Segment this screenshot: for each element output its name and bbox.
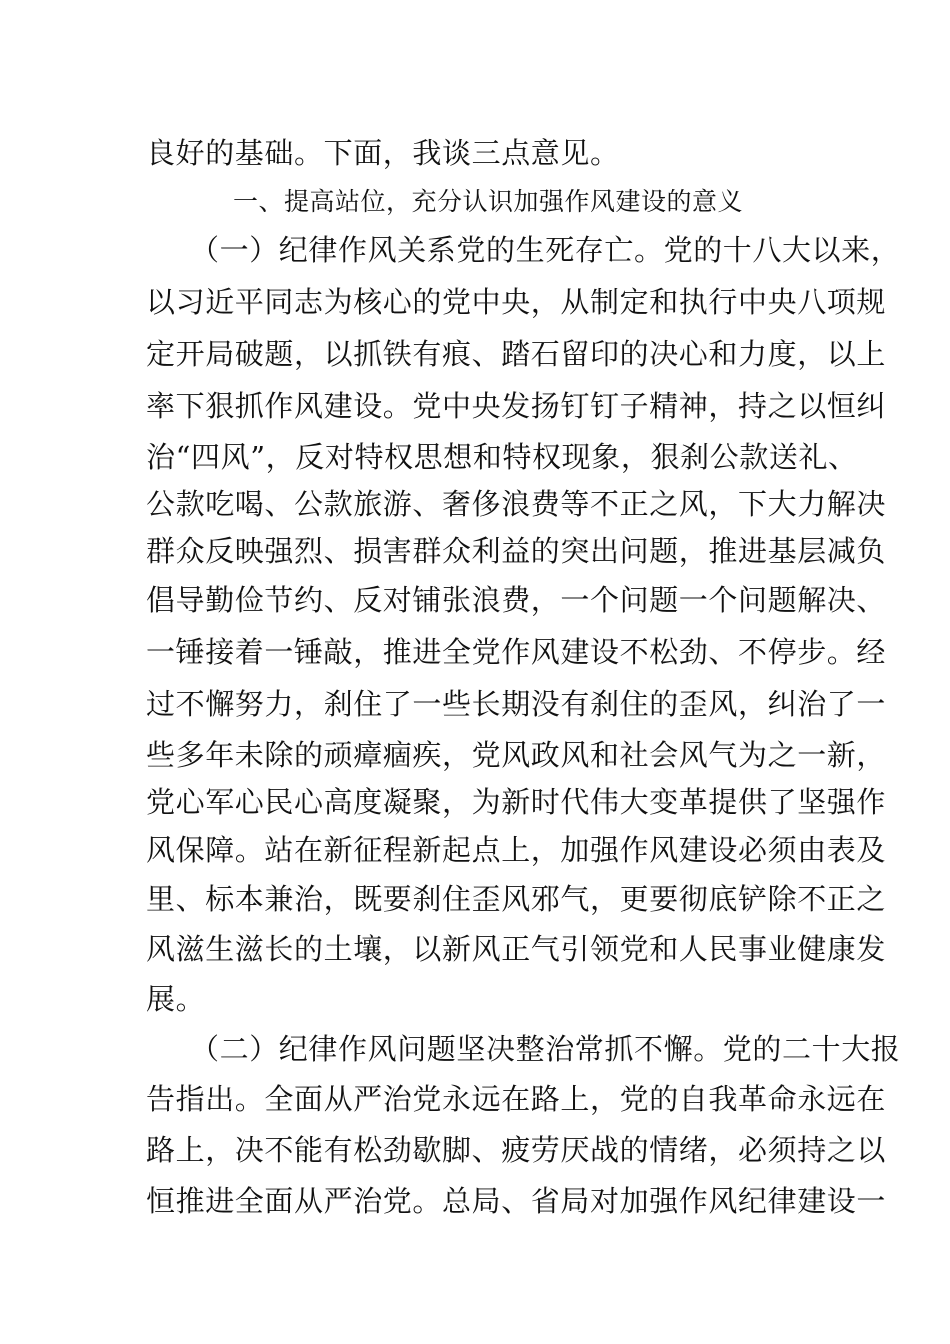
section-heading: 一、提高站位，充分认识加强作风建设的意义 bbox=[233, 187, 744, 216]
paragraph1-line: 定开局破题，以抓铁有痕、踏石留印的决心和力度，以上 bbox=[146, 337, 887, 371]
paragraph1-line: 群众反映强烈、损害群众利益的突出问题，推进基层减负 bbox=[146, 534, 887, 568]
paragraph1-line: 倡导勤俭节约、反对铺张浪费，一个问题一个问题解决、 bbox=[146, 583, 887, 617]
paragraph1-line: 治“四风”，反对特权思想和特权现象，狠刹公款送礼、 bbox=[146, 440, 858, 474]
paragraph1-line: 展。 bbox=[146, 982, 206, 1016]
paragraph2-line: （二）纪律作风问题坚决整治常抓不懈。党的二十大报 bbox=[190, 1032, 901, 1066]
paragraph1-line: 率下狠抓作风建设。党中央发扬钉钉子精神，持之以恒纠 bbox=[146, 389, 887, 423]
paragraph1-line: 过不懈努力，刹住了一些长期没有刹住的歪风，纠治了一 bbox=[146, 687, 887, 721]
paragraph1-line: 风保障。站在新征程新起点上，加强作风建设必须由表及 bbox=[146, 833, 887, 867]
paragraph1-line: 公款吃喝、公款旅游、奢侈浪费等不正之风，下大力解决 bbox=[146, 487, 887, 521]
paragraph2-line: 恒推进全面从严治党。总局、省局对加强作风纪律建设一 bbox=[146, 1184, 887, 1218]
paragraph1-line: 党心军心民心高度凝聚，为新时代伟大变革提供了坚强作 bbox=[146, 785, 887, 819]
paragraph2-line: 告指出。全面从严治党永远在路上，党的自我革命永远在 bbox=[146, 1082, 887, 1116]
paragraph2-line: 路上，决不能有松劲歇脚、疲劳厌战的情绪，必须持之以 bbox=[146, 1133, 887, 1167]
paragraph1-line: 以习近平同志为核心的党中央，从制定和执行中央八项规 bbox=[146, 285, 887, 319]
paragraph1-line: （一）纪律作风关系党的生死存亡。党的十八大以来， bbox=[190, 233, 901, 267]
paragraph1-line: 风滋生滋长的土壤，以新风正气引领党和人民事业健康发 bbox=[146, 932, 887, 966]
intro-line: 良好的基础。下面，我谈三点意见。 bbox=[146, 136, 620, 170]
paragraph1-line: 里、标本兼治，既要刹住歪风邪气，更要彻底铲除不正之 bbox=[146, 882, 887, 916]
paragraph1-line: 一锤接着一锤敲，推进全党作风建设不松劲、不停步。经 bbox=[146, 635, 887, 669]
paragraph1-line: 些多年未除的顽瘴痼疾，党风政风和社会风气为之一新， bbox=[146, 738, 887, 772]
